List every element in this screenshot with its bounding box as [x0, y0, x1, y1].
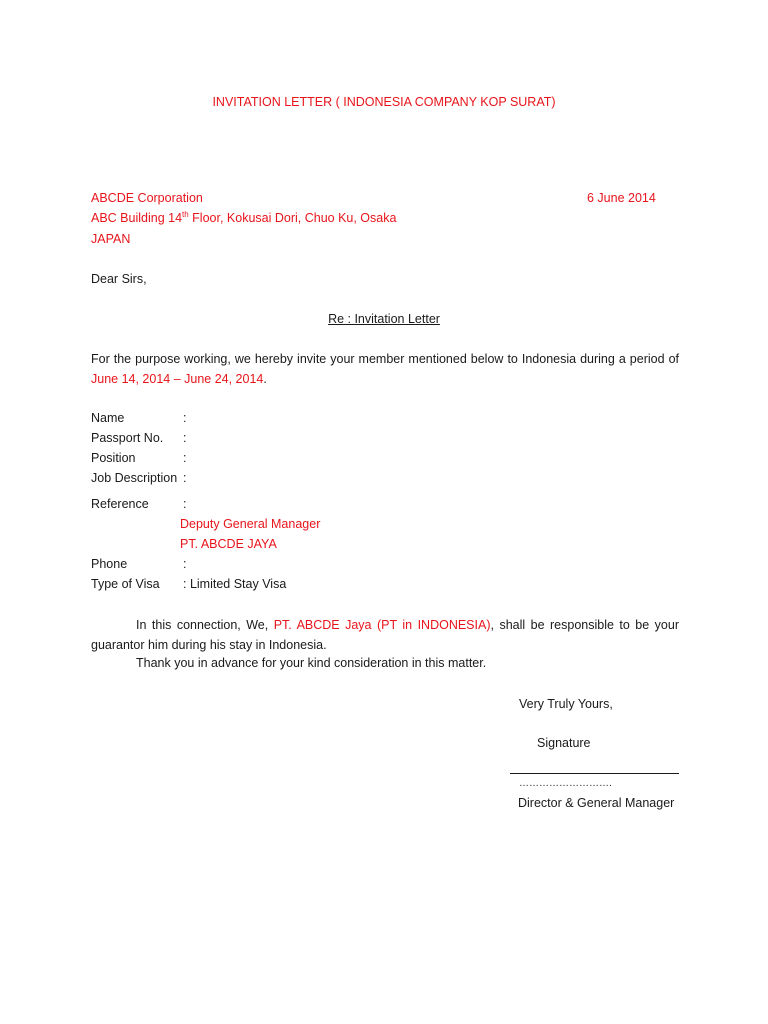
visit-period: June 14, 2014 – June 24, 2014: [91, 372, 264, 386]
reference-company: PT. ABCDE JAYA: [180, 537, 277, 551]
name-colon: :: [183, 411, 187, 425]
guarantor-company: PT. ABCDE Jaya (PT in INDONESIA): [273, 618, 491, 632]
salutation: Dear Sirs,: [91, 272, 147, 286]
intro-line1: For the purpose working, we hereby invite your member mentioned below to Indonesia during a period: [91, 352, 665, 366]
letter-title: INVITATION LETTER ( INDONESIA COMPANY KOP SURAT): [212, 95, 556, 109]
address-post: Floor, Kokusai Dori, Chuo Ku, Osaka: [188, 211, 397, 225]
intro-paragraph: [91, 349, 679, 389]
reference-colon: :: [183, 497, 187, 511]
thanks-line: Thank you in advance for your kind consideration in this matter.: [136, 656, 487, 670]
phone-colon: :: [183, 557, 187, 571]
visa-value: : Limited Stay Visa: [183, 577, 287, 591]
field-visa: [91, 576, 391, 592]
signature-dots: ……………………….: [519, 778, 612, 789]
passport-label: Passport No.: [91, 431, 164, 445]
field-job: [91, 470, 391, 486]
signer-title: Director & General Manager: [518, 796, 675, 810]
field-phone: [91, 556, 391, 572]
recipient-address: [91, 210, 396, 226]
position-colon: :: [183, 451, 187, 465]
name-label: Name: [91, 411, 125, 425]
connection-pre: In this connection, We,: [136, 618, 274, 632]
visa-label: Type of Visa: [91, 577, 160, 591]
job-colon: :: [183, 471, 187, 485]
reference-title: Deputy General Manager: [180, 517, 321, 531]
letter-date: 6 June 2014: [587, 191, 656, 205]
intro-end: .: [263, 372, 267, 386]
recipient-country: JAPAN: [91, 232, 131, 246]
job-label: Job Description: [91, 471, 178, 485]
address-sup: th: [182, 209, 189, 219]
field-reference: [91, 496, 391, 512]
signature-label: Signature: [537, 736, 591, 750]
recipient-company: ABCDE Corporation: [91, 191, 203, 205]
connection-post: , shall be responsible to be your guarantor him during his stay in Indonesia.: [91, 618, 680, 652]
address-pre: ABC Building 14: [91, 211, 183, 225]
field-passport: [91, 430, 391, 446]
field-name: [91, 410, 391, 426]
connection-paragraph: [91, 615, 679, 655]
valediction: Very Truly Yours,: [519, 697, 613, 711]
passport-colon: :: [183, 431, 187, 445]
subject-line: Re : Invitation Letter: [328, 312, 440, 326]
intro-of: of: [668, 352, 679, 366]
signature-line: [510, 773, 679, 774]
phone-label: Phone: [91, 557, 128, 571]
field-position: [91, 450, 391, 466]
position-label: Position: [91, 451, 136, 465]
reference-label: Reference: [91, 497, 149, 511]
